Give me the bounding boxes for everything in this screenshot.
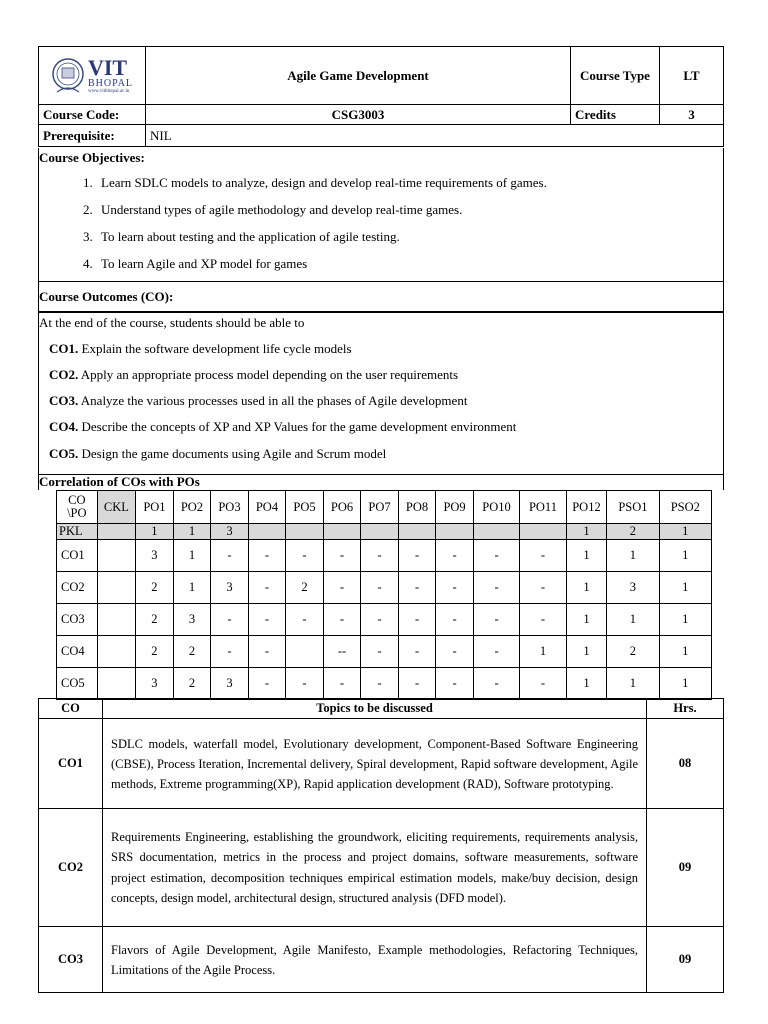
correlation-cell: 1: [607, 540, 659, 572]
po-column-header: PO9: [436, 491, 474, 524]
correlation-cell: 2: [173, 668, 211, 700]
topic-co-label: CO2: [39, 809, 103, 927]
seal-icon: [51, 54, 85, 98]
pkl-value: 3: [211, 524, 249, 540]
po-column-header: PO11: [520, 491, 566, 524]
pkl-value: [473, 524, 519, 540]
correlation-cell: -: [211, 540, 249, 572]
correlation-cell: -: [361, 636, 399, 668]
course-code-label: Course Code:: [39, 105, 146, 125]
topic-row: [39, 809, 724, 927]
pkl-row: [57, 524, 712, 540]
correlation-cell: -: [436, 636, 474, 668]
pkl-value: 1: [173, 524, 211, 540]
topic-hours: 08: [647, 719, 724, 809]
co-row-label: CO1: [57, 540, 98, 572]
topic-hours: 09: [647, 927, 724, 993]
correlation-cell: -: [361, 668, 399, 700]
correlation-cell: -: [323, 604, 361, 636]
ckl-header: CKL: [97, 491, 136, 524]
pkl-value: [520, 524, 566, 540]
correlation-cell: 3: [211, 668, 249, 700]
outcome-code: CO3.: [49, 393, 79, 408]
co-po-corner-label: CO \PO: [57, 491, 98, 524]
course-type-label: Course Type: [571, 47, 660, 105]
correlation-row: [57, 540, 712, 572]
outcome-code: CO5.: [49, 446, 79, 461]
correlation-cell: -: [248, 668, 286, 700]
topics-table: [38, 698, 724, 993]
objective-item: [83, 175, 547, 191]
pkl-value: [436, 524, 474, 540]
topics-header-row: [39, 699, 724, 719]
topic-description: Flavors of Agile Development, Agile Manifesto, Example methodologies, Refactoring Techniques, Limitations of the Agile Process.: [103, 927, 647, 993]
pkl-value: [286, 524, 324, 540]
hours-header: Hrs.: [647, 699, 724, 719]
course-title: Agile Game Development: [146, 47, 571, 105]
ckl-cell: [97, 668, 136, 700]
outcome-text: Analyze the various processes used in all the phases of Agile development: [78, 393, 468, 408]
outcomes-intro: At the end of the course, students should be able to: [39, 315, 305, 330]
pkl-value: 2: [607, 524, 659, 540]
correlation-cell: 2: [607, 636, 659, 668]
correlation-row: [57, 636, 712, 668]
objective-number: 4.: [83, 256, 93, 271]
po-column-header: PO8: [398, 491, 436, 524]
correlation-row: [57, 604, 712, 636]
credits-label: Credits: [571, 105, 660, 125]
correlation-cell: -: [473, 604, 519, 636]
correlation-header-row: [57, 491, 712, 524]
topic-row: [39, 927, 724, 993]
ckl-cell: [97, 636, 136, 668]
correlation-cell: 1: [659, 668, 711, 700]
ckl-cell: [97, 604, 136, 636]
pkl-value: 1: [659, 524, 711, 540]
objective-item: [83, 229, 400, 245]
correlation-cell: 1: [173, 572, 211, 604]
topic-co-label: CO3: [39, 927, 103, 993]
correlation-cell: -: [398, 572, 436, 604]
topic-row: [39, 719, 724, 809]
topic-description: SDLC models, waterfall model, Evolutionary development, Component-Based Software Engineering (CBSE), Process Iteration, Incremental delivery, Spiral development, Rapid software development, Agile methods, Extreme programming(XP), Rapid application development (RAD), Software prototyping.: [103, 719, 647, 809]
outcome-text: Apply an appropriate process model depending on the user requirements: [78, 367, 459, 382]
ckl-cell: [97, 524, 136, 540]
outcome-item: [49, 341, 352, 357]
correlation-cell: 3: [136, 540, 174, 572]
correlation-cell: -: [398, 636, 436, 668]
correlation-cell: -: [520, 572, 566, 604]
pkl-label: PKL: [57, 524, 98, 540]
correlation-cell: -: [323, 572, 361, 604]
course-code-value: CSG3003: [146, 105, 571, 125]
objective-text: To learn about testing and the application of agile testing.: [101, 229, 400, 244]
correlation-cell: -: [398, 668, 436, 700]
pkl-value: [248, 524, 286, 540]
pso-column-header: PSO1: [607, 491, 659, 524]
objective-item: [83, 202, 462, 218]
pkl-value: 1: [136, 524, 174, 540]
pkl-value: [361, 524, 399, 540]
po-column-header: PO4: [248, 491, 286, 524]
logo-url: www.vitbhopal.ac.in: [87, 89, 130, 94]
correlation-cell: -: [473, 540, 519, 572]
prerequisite-label: Prerequisite:: [39, 125, 146, 147]
credits-value: 3: [660, 105, 724, 125]
correlation-cell: 3: [607, 572, 659, 604]
logo-cell: [39, 47, 146, 105]
correlation-cell: 1: [566, 540, 607, 572]
correlation-cell: -: [361, 604, 399, 636]
correlation-cell: -: [436, 540, 474, 572]
correlation-heading-row: [38, 474, 724, 490]
outcome-item: [49, 446, 386, 462]
correlation-row: [57, 668, 712, 700]
objective-number: 1.: [83, 175, 93, 190]
outcome-code: CO4.: [49, 419, 79, 434]
co-po-correlation-table: [56, 490, 712, 700]
correlation-cell: 3: [173, 604, 211, 636]
correlation-cell: -: [248, 604, 286, 636]
correlation-cell: 1: [607, 604, 659, 636]
po-column-header: PO1: [136, 491, 174, 524]
correlation-cell: -: [436, 572, 474, 604]
correlation-cell: [286, 636, 324, 668]
topic-co-label: CO1: [39, 719, 103, 809]
ckl-cell: [97, 540, 136, 572]
po-column-header: PO2: [173, 491, 211, 524]
topics-title-header: Topics to be discussed: [103, 699, 647, 719]
correlation-cell: -: [248, 636, 286, 668]
outcomes-heading: Course Outcomes (CO):: [39, 289, 174, 304]
objective-text: To learn Agile and XP model for games: [101, 256, 308, 271]
po-column-header: PO7: [361, 491, 399, 524]
correlation-cell: 1: [607, 668, 659, 700]
objectives-heading: Course Objectives:: [39, 150, 145, 165]
outcome-text: Design the game documents using Agile and Scrum model: [78, 446, 387, 461]
correlation-cell: 1: [566, 668, 607, 700]
correlation-row: [57, 572, 712, 604]
correlation-cell: -: [361, 540, 399, 572]
pkl-value: [398, 524, 436, 540]
outcome-text: Explain the software development life cycle models: [78, 341, 352, 356]
correlation-cell: 2: [136, 572, 174, 604]
correlation-cell: -: [323, 668, 361, 700]
outcome-item: [49, 393, 467, 409]
correlation-cell: 2: [286, 572, 324, 604]
po-column-header: PO5: [286, 491, 324, 524]
co-row-label: CO3: [57, 604, 98, 636]
objective-number: 2.: [83, 202, 93, 217]
outcome-item: [49, 419, 516, 435]
po-column-header: PO6: [323, 491, 361, 524]
correlation-cell: 1: [566, 604, 607, 636]
logo-subtext: BHOPAL: [87, 78, 134, 89]
correlation-cell: 1: [173, 540, 211, 572]
correlation-cell: 1: [659, 572, 711, 604]
outcome-text: Describe the concepts of XP and XP Values for the game development environment: [78, 419, 517, 434]
course-outcomes-heading-row: [38, 282, 724, 312]
vit-bhopal-logo: [39, 54, 145, 98]
correlation-cell: -: [286, 604, 324, 636]
correlation-cell: -: [286, 540, 324, 572]
correlation-cell: -: [323, 540, 361, 572]
correlation-cell: -: [398, 540, 436, 572]
outcome-code: CO2.: [49, 367, 79, 382]
correlation-cell: 1: [566, 636, 607, 668]
pso-column-header: PSO2: [659, 491, 711, 524]
correlation-cell: 1: [566, 572, 607, 604]
logo-text: VIT: [87, 55, 128, 80]
correlation-cell: 1: [520, 636, 566, 668]
pkl-value: 1: [566, 524, 607, 540]
co-row-label: CO5: [57, 668, 98, 700]
correlation-cell: 3: [211, 572, 249, 604]
correlation-cell: 1: [659, 636, 711, 668]
correlation-cell: -: [520, 540, 566, 572]
course-header-table: [38, 46, 724, 147]
correlation-cell: -: [248, 540, 286, 572]
correlation-cell: -: [473, 668, 519, 700]
correlation-heading: Correlation of COs with POs: [39, 474, 200, 489]
correlation-cell: -: [520, 668, 566, 700]
correlation-cell: -: [473, 572, 519, 604]
course-type-value: LT: [660, 47, 724, 105]
correlation-cell: 2: [136, 636, 174, 668]
correlation-cell: 2: [173, 636, 211, 668]
po-column-header: PO12: [566, 491, 607, 524]
correlation-cell: -: [436, 604, 474, 636]
correlation-cell: -: [361, 572, 399, 604]
objective-text: Understand types of agile methodology and develop real-time games.: [101, 202, 463, 217]
topic-description: Requirements Engineering, establishing the groundwork, eliciting requirements, requirements analysis, SRS documentation, metrics in the process and project domains, software measurements, software project estimation, decomposition techniques empirical estimation models, make/buy decision, design concepts, design model, architectural design, structured analysis (DFD model).: [103, 809, 647, 927]
pkl-value: [323, 524, 361, 540]
correlation-cell: -: [520, 604, 566, 636]
correlation-cell: --: [323, 636, 361, 668]
objective-number: 3.: [83, 229, 93, 244]
course-objectives-section: [38, 148, 724, 282]
po-column-header: PO3: [211, 491, 249, 524]
ckl-cell: [97, 572, 136, 604]
topics-co-header: CO: [39, 699, 103, 719]
co-row-label: CO2: [57, 572, 98, 604]
co-row-label: CO4: [57, 636, 98, 668]
po-column-header: PO10: [473, 491, 519, 524]
prerequisite-value: NIL: [146, 125, 724, 147]
correlation-cell: -: [211, 604, 249, 636]
correlation-cell: 1: [659, 604, 711, 636]
correlation-cell: -: [248, 572, 286, 604]
correlation-cell: 2: [136, 604, 174, 636]
correlation-cell: -: [211, 636, 249, 668]
outcome-item: [49, 367, 458, 383]
outcome-code: CO1.: [49, 341, 79, 356]
correlation-cell: 1: [659, 540, 711, 572]
correlation-cell: -: [436, 668, 474, 700]
correlation-cell: -: [398, 604, 436, 636]
topic-hours: 09: [647, 809, 724, 927]
correlation-cell: -: [473, 636, 519, 668]
correlation-cell: 3: [136, 668, 174, 700]
course-outcomes-section: [38, 312, 724, 474]
objective-item: [83, 256, 307, 272]
objective-text: Learn SDLC models to analyze, design and develop real-time requirements of games.: [101, 175, 547, 190]
correlation-cell: -: [286, 668, 324, 700]
